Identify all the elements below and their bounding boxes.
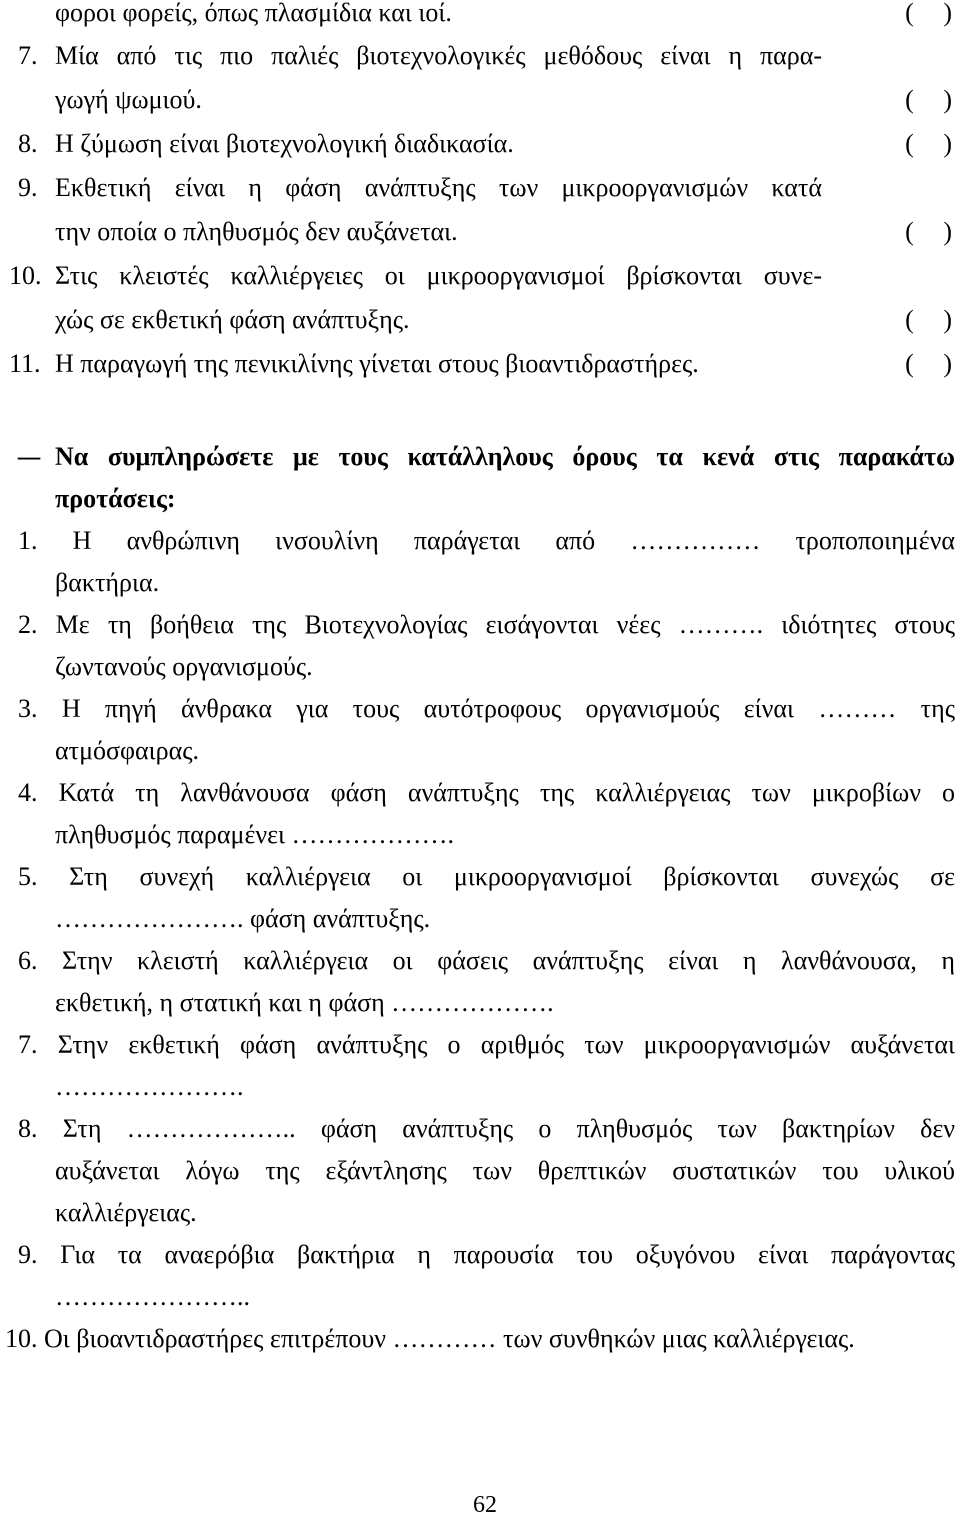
answer-parentheses: ( ) xyxy=(905,305,952,334)
answer-parentheses: ( ) xyxy=(905,349,952,378)
sentence-line xyxy=(18,1234,955,1276)
statement-text: Η παραγωγή της πενικιλίνης γίνεται στους βιοαντιδραστήρες. xyxy=(55,349,699,378)
sentence-text: ………………….. xyxy=(55,1282,250,1311)
statement-text: Μία από τις πιο παλιές βιοτεχνολογικές μεθόδους είναι η παρα- xyxy=(55,41,822,70)
sentence-row xyxy=(0,772,960,814)
item-number: 9. xyxy=(18,173,38,202)
statement-text: χώς σε εκθετική φάση ανάπτυξης. xyxy=(55,305,410,334)
sentence-line xyxy=(5,1318,955,1360)
true-false-section xyxy=(0,0,960,386)
sentence-row xyxy=(0,1024,960,1066)
sentence-row xyxy=(0,562,960,604)
item-number: 6. xyxy=(18,946,38,975)
item-number: 5. xyxy=(18,862,38,891)
answer-parentheses: ( ) xyxy=(905,85,952,114)
sentence-text: Η πηγή άνθρακα για τους αυτότροφους οργανισμούς είναι ……… της xyxy=(61,694,955,723)
item-number: 10. xyxy=(9,261,42,290)
instruction-row xyxy=(0,436,960,478)
statement-text: φοροι φορείς, όπως πλασμίδια και ιοί. xyxy=(55,0,452,27)
sentence-text: Η ανθρώπινη ινσουλίνη παράγεται από …………… τροποποιημένα xyxy=(72,526,955,555)
instruction-text: προτάσεις: xyxy=(55,484,176,513)
statement-text: γωγή ψωμιού. xyxy=(55,85,202,114)
sentence-text: …………………. φάση ανάπτυξης. xyxy=(55,904,431,933)
sentence-text: ατμόσφαιρας. xyxy=(55,736,200,765)
item-number: 7. xyxy=(18,1030,38,1059)
sentence-text: Με τη βοήθεια της Βιοτεχνολογίας εισάγονται νέες ………. ιδιότητες στους xyxy=(55,610,956,639)
answer-parentheses: ( ) xyxy=(905,217,952,246)
sentence-line xyxy=(18,1024,955,1066)
sentence-row xyxy=(0,520,960,562)
page-number: 62 xyxy=(473,1492,497,1516)
statement-row xyxy=(0,298,960,342)
sentence-row xyxy=(0,1276,960,1318)
sentence-text: Στη συνεχή καλλιέργεια οι μικροοργανισμοί βρίσκονται συνεχώς σε xyxy=(69,862,955,891)
item-number: 2. xyxy=(18,610,38,639)
sentence-text: αυξάνεται λόγω της εξάντλησης των θρεπτικών συστατικών του υλικού xyxy=(55,1156,955,1185)
item-number: 9. xyxy=(18,1240,38,1269)
sentence-text: Οι βιοαντιδραστήρες επιτρέπουν ………… των συνθηκών μιας καλλιέργειας. xyxy=(44,1324,855,1353)
sentence-line xyxy=(18,688,955,730)
sentence-row xyxy=(0,814,960,856)
sentence-row xyxy=(0,1150,960,1192)
item-number: 3. xyxy=(18,694,38,723)
answer-parentheses: ( ) xyxy=(905,129,952,158)
sentence-text: Στην εκθετική φάση ανάπτυξης ο αριθμός των μικροοργανισμών αυξάνεται xyxy=(57,1030,956,1059)
statement-text: την οποία ο πληθυσμός δεν αυξάνεται. xyxy=(55,217,458,246)
sentence-row xyxy=(0,898,960,940)
statement-text: Η ζύμωση είναι βιοτεχνολογική διαδικασία. xyxy=(55,129,514,158)
statement-row xyxy=(0,0,960,26)
sentence-row xyxy=(0,1066,960,1108)
statement-text: Στις κλειστές καλλιέργειες οι μικροοργανισμοί βρίσκονται συνε- xyxy=(55,261,822,290)
dash-bullet: – xyxy=(18,442,41,471)
sentence-row xyxy=(0,940,960,982)
sentence-row xyxy=(0,688,960,730)
statement-row xyxy=(0,78,960,122)
sentence-text: πληθυσμός παραμένει ………………. xyxy=(55,820,455,849)
sentence-row xyxy=(0,730,960,772)
statement-text: Εκθετική είναι η φάση ανάπτυξης των μικροοργανισμών κατά xyxy=(55,173,822,202)
sentence-row xyxy=(0,1192,960,1234)
sentence-line xyxy=(18,604,955,646)
fill-in-section xyxy=(0,436,960,1360)
item-number: 1. xyxy=(18,526,38,555)
sentence-row xyxy=(0,982,960,1024)
sentence-text: Στη ……………….. φάση ανάπτυξης ο πληθυσμός των βακτηρίων δεν xyxy=(62,1114,956,1143)
instruction-text: Να συμπληρώσετε με τους κατάλληλους όρους τα κενά στις παρακάτω xyxy=(55,442,955,471)
sentence-line xyxy=(18,772,955,814)
sentence-text: Κατά τη λανθάνουσα φάση ανάπτυξης της καλλιέργειας των μικροβίων ο xyxy=(58,778,956,807)
statement-row xyxy=(0,342,960,386)
statement-row xyxy=(0,210,960,254)
sentence-row xyxy=(0,604,960,646)
sentence-text: Στην κλειστή καλλιέργεια οι φάσεις ανάπτυξης είναι η λανθάνουσα, η xyxy=(62,946,956,975)
sentence-row xyxy=(0,856,960,898)
answer-parentheses: ( ) xyxy=(905,0,952,27)
sentence-line xyxy=(18,1108,955,1150)
statement-row xyxy=(0,34,960,78)
sentence-text: ζωντανούς οργανισμούς. xyxy=(55,652,313,681)
item-number: 8. xyxy=(18,129,38,158)
sentence-text: βακτήρια. xyxy=(55,568,160,597)
statement-row xyxy=(0,254,960,298)
sentence-row xyxy=(0,1318,960,1360)
statement-row xyxy=(0,122,960,166)
sentence-text: εκθετική, η στατική και η φάση ………………. xyxy=(55,988,554,1017)
sentence-text: καλλιέργειας. xyxy=(55,1198,197,1227)
item-number: 8. xyxy=(18,1114,38,1143)
sentence-row xyxy=(0,1108,960,1150)
item-number: 7. xyxy=(18,41,38,70)
sentence-text: Για τα αναερόβια βακτήρια η παρουσία του οξυγόνου είναι παράγοντας xyxy=(60,1240,956,1269)
sentence-line xyxy=(18,856,955,898)
sentence-line xyxy=(18,940,955,982)
sentence-row xyxy=(0,1234,960,1276)
sentence-row xyxy=(0,646,960,688)
instruction-row xyxy=(0,478,960,520)
sentence-line xyxy=(18,520,955,562)
statement-row xyxy=(0,166,960,210)
item-number: 10. xyxy=(5,1324,38,1353)
item-number: 4. xyxy=(18,778,38,807)
sentence-text: …………………. xyxy=(55,1072,244,1101)
item-number: 11. xyxy=(9,349,41,378)
